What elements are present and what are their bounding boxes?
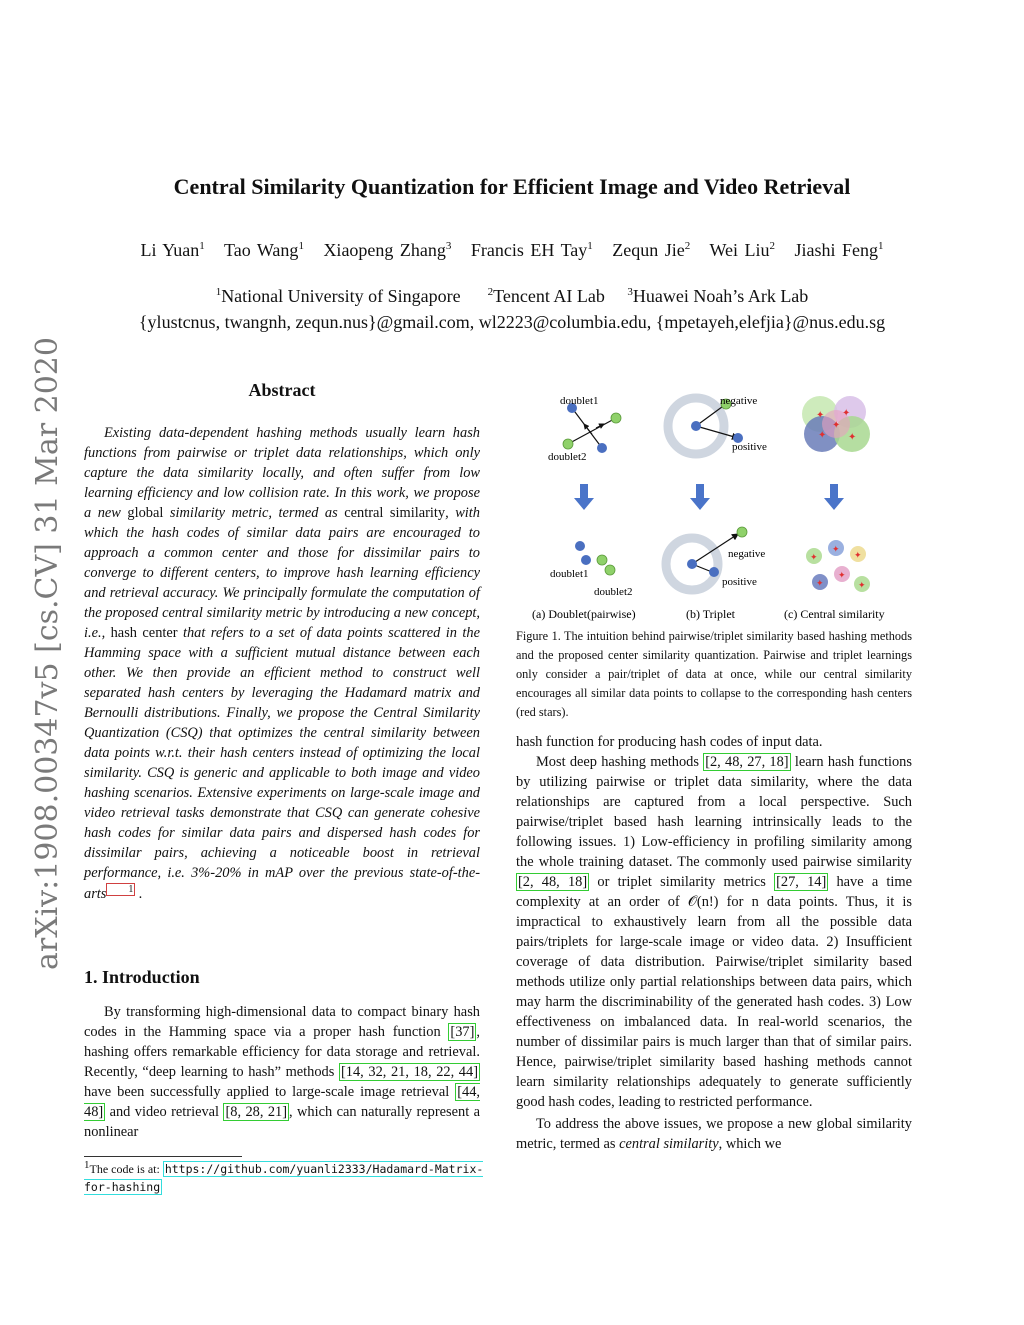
abstract-text: Existing data-dependent hashing methods usually learn hash functions from pairwise or triplet data relationships, which only capture the data similarity locally, and often suffer from low learning efficiency and low collision rate. In this work, we propose a new global similarity metric, termed as central similarity, with which the hash codes of similar data pairs are encouraged to approach a common center and those for dissimilar pairs to converge to different centers, to improve hash learning efficiency and retrieval accuracy. We principally formulate the computation of the proposed central similarity metric by introducing a new concept, i.e., hash center that refers to a set of data points scattered in the Hamming space with a sufficient mutual distance between each other. We then provide an efficient method to construct well separated hash centers by leveraging the Hadamard matrix and Bernoulli distributions. Finally, we propose the Central Similarity Quantization (CSQ) that optimizes the central similarity between data points w.r.t. their hash centers instead of optimizing the local similarity. CSQ is generic and applicable to both image and video hashing scenarios. Extensive experiments on large-scale image and video retrieval tasks demonstrate that CSQ can generate cohesive hash codes for similar data pairs and dispersed hash codes for dissimilar pairs, achieving a noticeable boost in retrieval performance, i.e. 3%-20% in mAP over the previous state-of-the-arts 1 . xyxy=(84,425,480,902)
citation-link[interactable]: [2, 48, 27, 18] xyxy=(705,754,789,770)
anchor-point xyxy=(687,559,697,569)
subcaption-c: (c) Central similarity xyxy=(784,607,885,621)
hash-center-star: ✦ xyxy=(858,580,866,590)
footnote-link[interactable]: 1 xyxy=(106,883,135,896)
figure-1-diagram xyxy=(516,388,916,628)
hash-center-star: ✦ xyxy=(832,544,840,554)
affiliation: $^3$Huawei Noah’s Ark Lab xyxy=(627,286,809,306)
author: Wei Liu$^2$ xyxy=(709,240,776,260)
paragraph: To address the above issues, we propose a new global similarity metric, termed as central similarity, which we xyxy=(516,1116,912,1152)
blue-point xyxy=(581,555,591,565)
introduction-text: By transforming high-dimensional data to compact binary hash codes in the Hamming space via a proper hash function [37] , hashing offers remarkable efficiency for data storage and retrieval. Recently, “deep learning to hash” methods [14, 32, 21, 18, 22, 44] have been successfully applied to large-scale image retrieval [44, 48] and video retrieval [8, 28, 21] , which can naturally represent a nonlinear xyxy=(84,1004,481,1140)
hash-center-star: ✦ xyxy=(816,410,825,421)
hash-center-star: ✦ xyxy=(818,430,827,441)
figure-1 xyxy=(516,388,916,628)
negative-point xyxy=(737,527,747,537)
paper-title: Central Similarity Quantization for Efficient Image and Video Retrieval xyxy=(173,174,851,199)
anchor-point xyxy=(691,421,701,431)
citation-link[interactable]: [27, 14] xyxy=(776,874,827,890)
code-url-link[interactable]: https://github.com/yuanli2333/Hadamard-Matrix-for-hashing xyxy=(84,1162,484,1194)
author: Jiashi Feng$^1$ xyxy=(794,240,884,260)
abstract-heading: Abstract xyxy=(248,380,316,400)
hash-center-star: ✦ xyxy=(838,570,846,580)
author: Zequn Jie$^2$ xyxy=(612,240,691,260)
label-doublet1: doublet1 xyxy=(550,568,589,580)
subcaption-a: (a) Doublet(pairwise) xyxy=(532,607,636,621)
affiliation: $^1$National University of Singapore xyxy=(215,286,461,306)
label-doublet2: doublet2 xyxy=(548,451,587,463)
figure-caption: Figure 1. The intuition behind pairwise/triplet similarity based hashing methods and the proposed center similarity quantization. Pairwise and triplet learnings only consider a pair/triplet of data at once, while our central similarity encourages all similar data points to collapse to the corresponding hash centers (red stars). xyxy=(516,629,912,719)
author: Li Yuan$^1$ xyxy=(140,240,205,260)
hash-center-star: ✦ xyxy=(816,578,824,588)
affiliation: $^2$Tencent AI Lab xyxy=(487,286,605,306)
blue-point xyxy=(575,541,585,551)
right-column-text xyxy=(516,732,912,1154)
author-list xyxy=(0,240,1024,261)
citation-link[interactable]: [37] xyxy=(450,1024,475,1040)
hash-center-star: ✦ xyxy=(854,550,862,560)
hash-center-star: ✦ xyxy=(848,432,857,443)
author: Xiaopeng Zhang$^3$ xyxy=(323,240,452,260)
paragraph: hash function for producing hash codes of input data. xyxy=(516,734,823,750)
affiliations xyxy=(0,286,1024,307)
paragraph: Most deep hashing methods [2, 48, 27, 18] learn hash functions by utilizing pairwise or triplet data similarity, where the data relationships are captured from a local perspective. Such pairwise/triplet based hash learning intrinsically leads to the following issues. 1) Low-efficiency in profiling similarity among the whole training dataset. The commonly used pairwise similarity [2, 48, 18] or triplet similarity metrics [27, 14] have a time complexity at an order of 𝒪(n!) for n data points. Thus, it is impractical to exhaustively learn from all the possible data pairs/triplets for large-scale image or video data. 2) Insufficient coverage of data distribution. Pairwise/triplet similarity based methods utilize only partial relationships between data pairs, which may harm the discriminability of the generated hash codes. 3) Low effectiveness on imbalanced data. In real-world scenarios, the number of dissimilar pairs is much larger than that of similar pairs. Hence, pairwise/triplet similarity based hashing methods cannot learn similarity relationships adequately to generate sufficiently good hash codes, leading to restricted performance. xyxy=(516,754,912,1110)
label-positive: positive xyxy=(732,441,767,453)
green-point xyxy=(605,565,615,575)
label-negative: negative xyxy=(728,548,766,560)
label-doublet1: doublet1 xyxy=(560,395,599,407)
green-point xyxy=(611,413,621,423)
hash-center-star: ✦ xyxy=(832,420,841,431)
hash-center-star: ✦ xyxy=(810,552,818,562)
citation-link[interactable]: [14, 32, 21, 18, 22, 44] xyxy=(340,1064,478,1080)
green-point xyxy=(597,555,607,565)
pair-line xyxy=(568,418,616,444)
label-negative: negative xyxy=(720,395,758,407)
arxiv-side-label: arXiv:1908.00347v5 [cs.CV] 31 Mar 2020 xyxy=(30,337,65,970)
author: Francis EH Tay$^1$ xyxy=(470,240,593,260)
down-arrow-icon xyxy=(824,484,844,510)
down-arrow-icon xyxy=(574,484,594,510)
introduction-heading: 1. Introduction xyxy=(84,967,200,987)
hash-center-star: ✦ xyxy=(842,408,851,419)
label-positive: positive xyxy=(722,576,757,588)
footnote: $^1$The code is at: https://github.com/yuanli2333/Hadamard-Matrix-for-hashing xyxy=(84,1159,484,1194)
down-arrow-icon xyxy=(690,484,710,510)
citation-link[interactable]: [44, 48] xyxy=(84,1084,480,1120)
green-point xyxy=(563,439,573,449)
author-emails: {ylustcnus, twangnh, zequn.nus}@gmail.com, wl2223@columbia.edu, {mpetayeh,elefjia}@nus.edu.sg xyxy=(138,312,886,332)
citation-link[interactable]: [2, 48, 18] xyxy=(518,874,588,890)
footnote-divider xyxy=(84,1156,242,1157)
subcaption-b: (b) Triplet xyxy=(686,607,736,621)
positive-point xyxy=(709,567,719,577)
label-doublet2: doublet2 xyxy=(594,586,633,598)
blue-point xyxy=(597,443,607,453)
citation-link[interactable]: [8, 28, 21] xyxy=(225,1104,288,1120)
author: Tao Wang$^1$ xyxy=(223,240,304,260)
